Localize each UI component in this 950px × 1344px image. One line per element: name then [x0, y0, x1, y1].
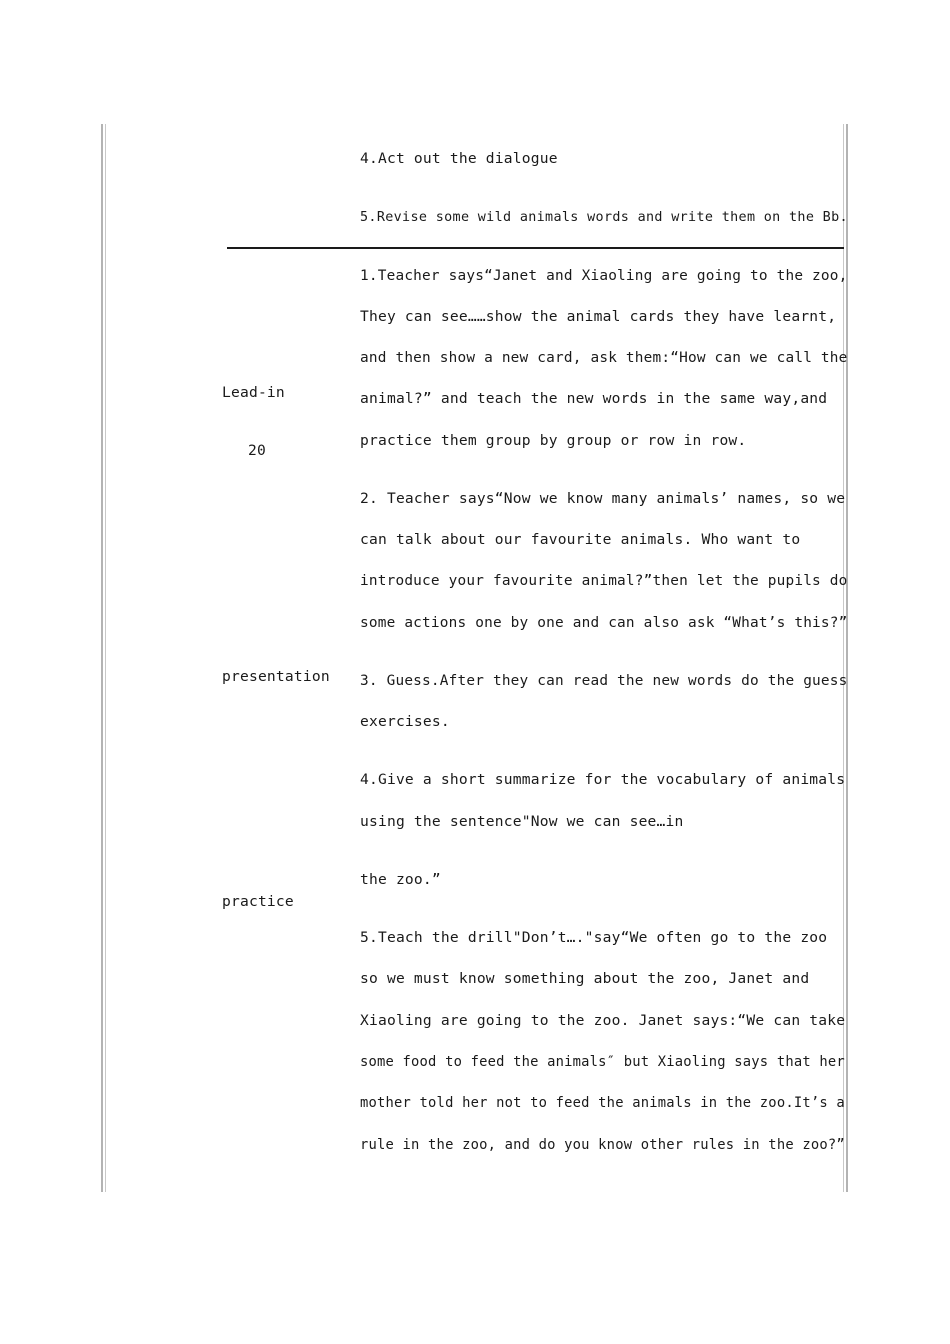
text-line: some actions one by one and can also ask “What’s this?”	[360, 615, 848, 631]
text-line: Xiaoling are going to the zoo. Janet says:“We can take	[360, 1012, 846, 1029]
text-line: introduce your favourite animal?”then let the pupils do	[360, 573, 848, 589]
text-line: can talk about our favourite animals. Who want to	[360, 531, 801, 548]
text-line: 4.Act out the dialogue	[360, 150, 558, 167]
label-practice: practice	[222, 893, 294, 910]
text-line: 5.Teach the drill"Don’t…."say“We often go to the zoo	[360, 929, 828, 946]
text-line: 4.Give a short summarize for the vocabulary of animals	[360, 771, 846, 788]
text-line: animal?” and teach the new words in the same way,and	[360, 390, 828, 407]
text-line: some food to feed the animals″ but Xiaoling says that her	[360, 1054, 845, 1070]
text-line: 2. Teacher says“Now we know many animals’ names, so we	[360, 490, 846, 507]
text-line: They can see……show the animal cards they have learnt,	[360, 308, 837, 325]
text-line: the zoo.”	[360, 871, 441, 888]
text-line: mother told her not to feed the animals in the zoo.It’s a	[360, 1095, 845, 1111]
text-line: rule in the zoo, and do you know other rules in the zoo?”	[360, 1137, 845, 1153]
row-divider	[227, 247, 844, 249]
text-line: 5.Revise some wild animals words and write them on the Bb.	[360, 210, 848, 225]
text-line: and then show a new card, ask them:“How can we call the	[360, 350, 848, 366]
table-border-left-outer	[101, 124, 103, 1192]
label-lead-in: Lead-in	[222, 384, 285, 401]
table-border-left-inner	[105, 124, 106, 1192]
text-line: exercises.	[360, 713, 450, 730]
label-presentation: presentation	[222, 668, 330, 685]
text-line: using the sentence"Now we can see…in	[360, 813, 684, 830]
text-line: practice them group by group or row in row.	[360, 432, 747, 449]
label-lead-in-time: 20	[248, 442, 266, 459]
text-line: 3. Guess.After they can read the new words do the guess	[360, 673, 848, 689]
text-line: so we must know something about the zoo, Janet and	[360, 970, 810, 987]
text-line: 1.Teacher says“Janet and Xiaoling are going to the zoo,	[360, 268, 848, 284]
